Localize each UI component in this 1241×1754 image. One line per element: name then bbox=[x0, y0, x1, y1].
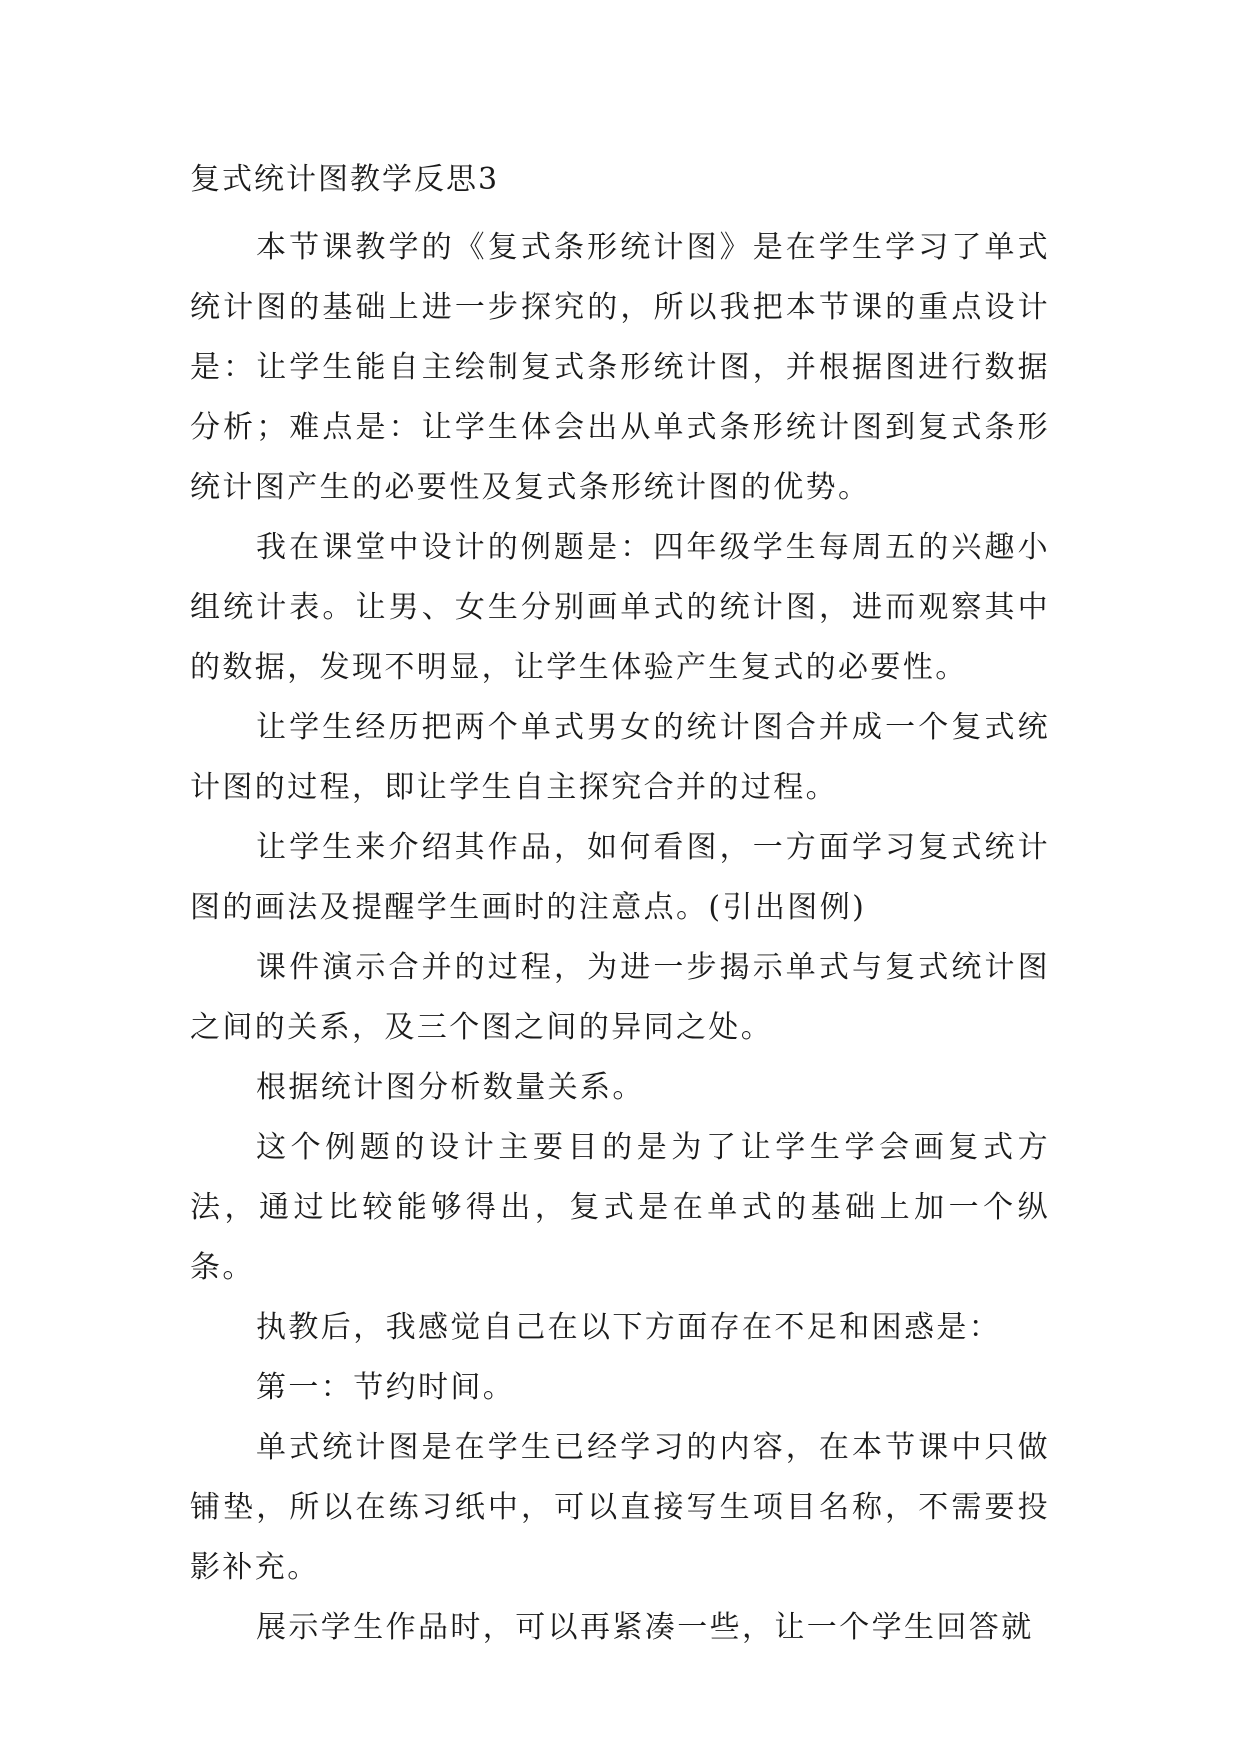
paragraph: 课件演示合并的过程，为进一步揭示单式与复式统计图之间的关系，及三个图之间的异同之处。 bbox=[190, 950, 1050, 1045]
paragraph: 展示学生作品时，可以再紧凑一些，让一个学生回答就 bbox=[256, 1610, 1034, 1645]
paragraph: 让学生经历把两个单式男女的统计图合并成一个复式统计图的过程，即让学生自主探究合并的过程。 bbox=[190, 710, 1050, 805]
paragraph: 根据统计图分析数量关系。 bbox=[256, 1070, 645, 1105]
paragraph: 我在课堂中设计的例题是：四年级学生每周五的兴趣小组统计表。让男、女生分别画单式的统计图，进而观察其中的数据，发现不明显，让学生体验产生复式的必要性。 bbox=[190, 530, 1050, 685]
paragraph: 让学生来介绍其作品，如何看图，一方面学习复式统计图的画法及提醒学生画时的注意点。(引出图例) bbox=[190, 830, 1050, 925]
paragraph: 单式统计图是在学生已经学习的内容，在本节课中只做铺垫，所以在练习纸中，可以直接写生项目名称，不需要投影补充。 bbox=[190, 1430, 1050, 1585]
paragraph: 执教后，我感觉自己在以下方面存在不足和困惑是： bbox=[256, 1310, 1002, 1345]
paragraph: 这个例题的设计主要目的是为了让学生学会画复式方法，通过比较能够得出，复式是在单式的基础上加一个纵条。 bbox=[190, 1130, 1050, 1285]
paragraph: 第一：节约时间。 bbox=[256, 1370, 516, 1405]
document-body bbox=[190, 218, 1050, 1658]
document-title: 复式统计图教学反思3 bbox=[190, 162, 500, 197]
paragraph: 本节课教学的《复式条形统计图》是在学生学习了单式统计图的基础上进一步探究的，所以我把本节课的重点设计是：让学生能自主绘制复式条形统计图，并根据图进行数据分析；难点是：让学生体会出从单式条形统计图到复式条形统计图产生的必要性及复式条形统计图的优势。 bbox=[190, 230, 1050, 505]
